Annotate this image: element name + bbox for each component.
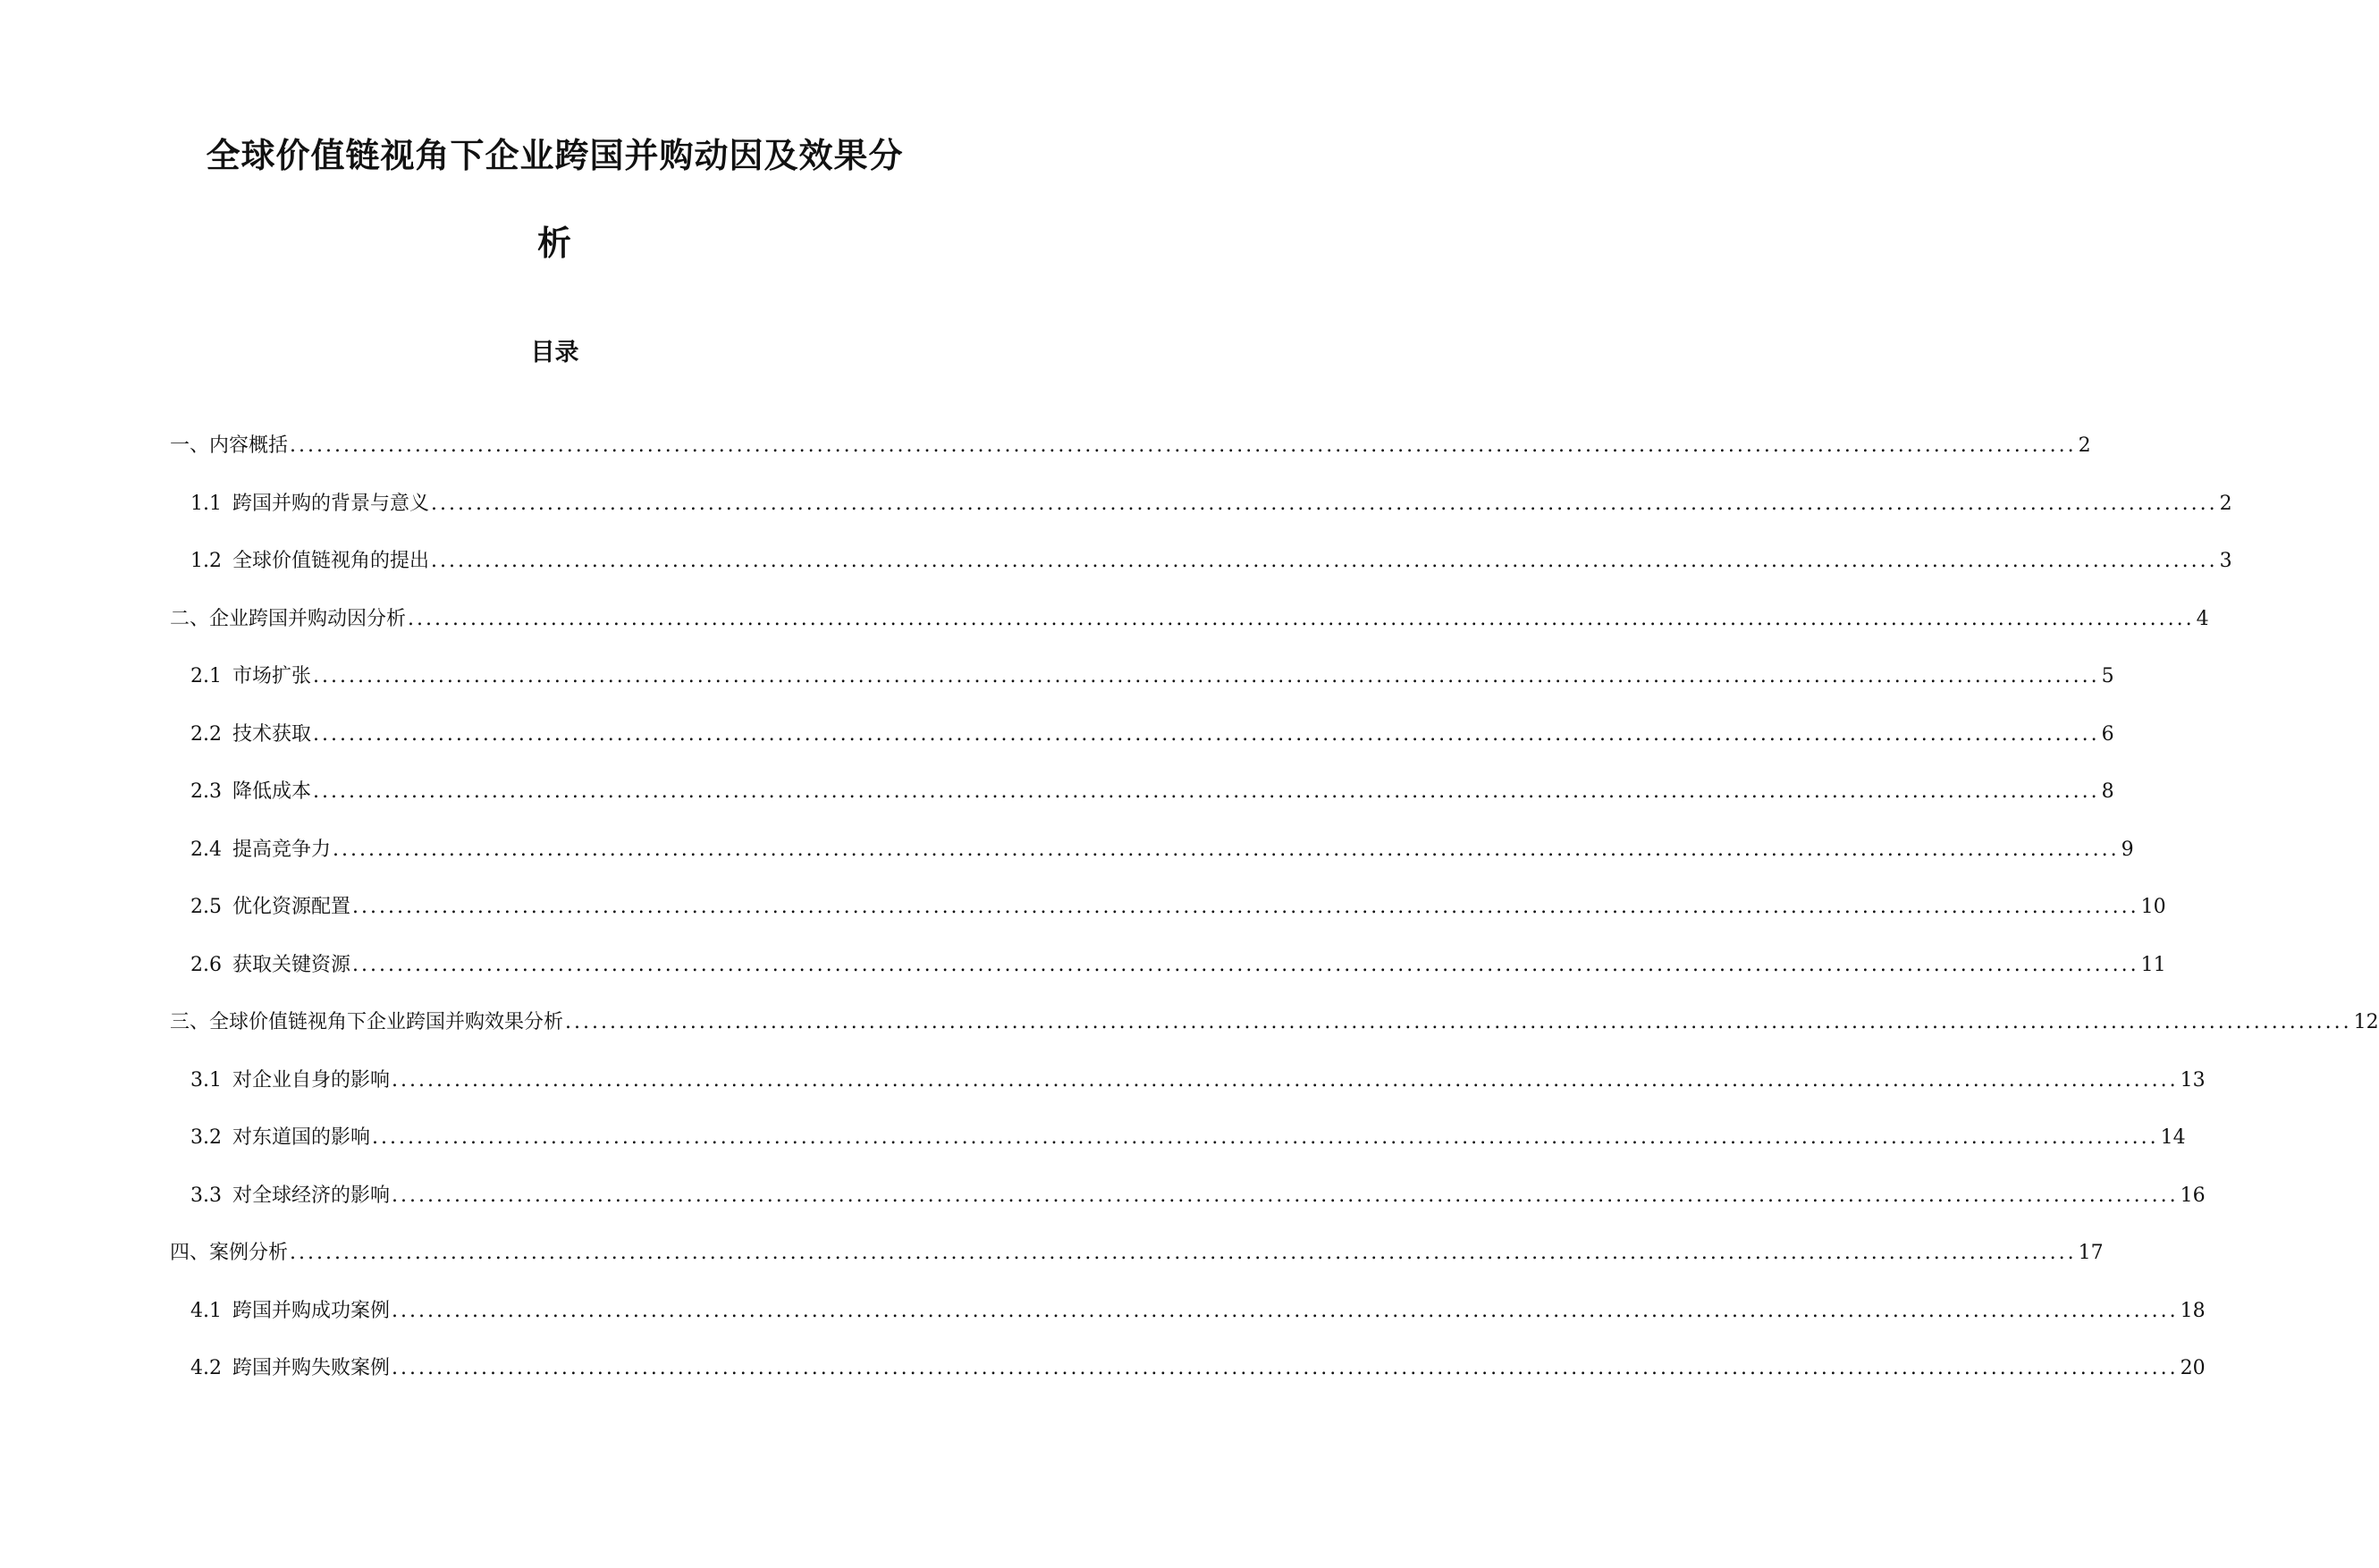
toc-entry-number: 2.6 — [190, 953, 222, 976]
toc-entry-title: 对全球经济的影响 — [232, 1184, 391, 1207]
toc-dot-leader: ........................................................................................................................................................................................................ — [392, 1299, 2179, 1322]
toc-dot-leader: ........................................................................................................................................................................................................ — [392, 1068, 2179, 1092]
toc-entry[interactable] — [190, 779, 2114, 805]
toc-dot-leader: ........................................................................................................................................................................................................ — [333, 838, 2120, 861]
toc-entry-page-number: 8 — [2101, 780, 2114, 803]
toc-dot-leader: ........................................................................................................................................................................................................ — [352, 953, 2139, 976]
toc-entry-number: 4.2 — [190, 1357, 222, 1379]
toc-entry-page-number: 16 — [2180, 1184, 2206, 1207]
toc-dot-leader: ........................................................................................................................................................................................................ — [290, 434, 2077, 457]
toc-entry-title: 一、内容概括 — [170, 434, 289, 457]
toc-entry-number: 3.2 — [190, 1126, 222, 1149]
toc-entry-page-number: 17 — [2078, 1242, 2104, 1264]
document-title-line-1: 全球价值链视角下企业跨国并购动因及效果分 — [206, 136, 904, 175]
toc-dot-leader: ........................................................................................................................................................................................................ — [372, 1126, 2159, 1149]
toc-entry-number: 2.3 — [190, 780, 222, 803]
toc-dot-leader: ........................................................................................................................................................................................................ — [431, 492, 2218, 515]
toc-entry[interactable] — [190, 491, 2232, 518]
toc-entry-page-number: 18 — [2180, 1299, 2206, 1322]
toc-entry-page-number: 13 — [2180, 1068, 2206, 1092]
toc-entry[interactable] — [190, 894, 2166, 921]
toc-entry-number: 2.4 — [190, 838, 222, 861]
toc-entry-page-number: 10 — [2140, 896, 2166, 918]
toc-dot-leader: ........................................................................................................................................................................................................ — [313, 665, 2100, 687]
toc-entry[interactable] — [190, 1355, 2206, 1382]
toc-dot-leader: ........................................................................................................................................................................................................ — [565, 1011, 2352, 1033]
toc-entry-title: 技术获取 — [232, 722, 312, 746]
toc-entry-title: 跨国并购的背景与意义 — [232, 492, 430, 515]
toc-entry-page-number: 4 — [2196, 607, 2209, 630]
toc-dot-leader: ........................................................................................................................................................................................................ — [392, 1357, 2179, 1379]
toc-entry-page-number: 5 — [2101, 665, 2114, 687]
toc-entry[interactable] — [190, 837, 2134, 864]
toc-dot-leader: ........................................................................................................................................................................................................ — [290, 1242, 2077, 1264]
toc-entry[interactable] — [170, 433, 2091, 459]
toc-entry-number: 1.1 — [190, 492, 222, 515]
toc-dot-leader: ........................................................................................................................................................................................................ — [408, 607, 2195, 630]
toc-entry-title: 跨国并购失败案例 — [232, 1357, 391, 1379]
toc-entry-title: 降低成本 — [232, 780, 312, 803]
toc-entry-page-number: 9 — [2121, 838, 2134, 861]
toc-entry[interactable] — [190, 1298, 2206, 1325]
toc-entry-number: 3.3 — [190, 1184, 222, 1207]
toc-entry-page-number: 6 — [2101, 722, 2114, 746]
toc-entry[interactable] — [190, 548, 2232, 575]
toc-entry-title: 三、全球价值链视角下企业跨国并购效果分析 — [170, 1011, 564, 1033]
toc-entry-title: 四、案例分析 — [170, 1242, 289, 1264]
toc-entry-title: 二、企业跨国并购动因分析 — [170, 607, 407, 630]
toc-entry-page-number: 20 — [2180, 1357, 2206, 1379]
toc-dot-leader: ........................................................................................................................................................................................................ — [313, 780, 2100, 803]
toc-entry-title: 市场扩张 — [232, 665, 312, 687]
toc-entry-number: 1.2 — [190, 550, 222, 572]
toc-dot-leader: ........................................................................................................................................................................................................ — [313, 722, 2100, 746]
toc-entry-title: 获取关键资源 — [232, 953, 351, 976]
toc-heading: 目录 — [530, 339, 579, 367]
toc-dot-leader: ........................................................................................................................................................................................................ — [392, 1184, 2179, 1207]
toc-entry[interactable] — [190, 663, 2114, 690]
toc-entry-title: 提高竞争力 — [232, 838, 332, 861]
toc-dot-leader: ........................................................................................................................................................................................................ — [431, 550, 2218, 572]
toc-entry-title: 对企业自身的影响 — [232, 1068, 391, 1092]
toc-entry-title: 对东道国的影响 — [232, 1126, 371, 1149]
toc-entry[interactable] — [170, 1009, 2379, 1036]
toc-entry[interactable] — [170, 606, 2209, 633]
toc-entry-page-number: 3 — [2219, 550, 2232, 572]
toc-entry[interactable] — [190, 1183, 2206, 1210]
toc-entry-title: 跨国并购成功案例 — [232, 1299, 391, 1322]
toc-entry-number: 2.1 — [190, 665, 222, 687]
toc-entry[interactable] — [190, 1067, 2206, 1094]
document-title-line-2: 析 — [536, 223, 572, 263]
toc-entry[interactable] — [190, 721, 2114, 748]
toc-entry-title: 全球价值链视角的提出 — [232, 550, 430, 572]
toc-entry[interactable] — [190, 952, 2166, 979]
toc-entry-page-number: 2 — [2078, 434, 2091, 457]
toc-entry-title: 优化资源配置 — [232, 896, 351, 918]
toc-dot-leader: ........................................................................................................................................................................................................ — [352, 896, 2139, 918]
toc-entry-page-number: 2 — [2219, 492, 2232, 515]
toc-entry-number: 2.2 — [190, 722, 222, 746]
toc-entry-page-number: 11 — [2140, 953, 2166, 976]
toc-entry-page-number: 14 — [2160, 1126, 2186, 1149]
toc-entry[interactable] — [190, 1125, 2186, 1151]
toc-entry-number: 4.1 — [190, 1299, 222, 1322]
toc-entry[interactable] — [170, 1240, 2104, 1267]
toc-entry-page-number: 12 — [2353, 1011, 2379, 1033]
toc-entry-number: 2.5 — [190, 896, 222, 918]
toc-entry-number: 3.1 — [190, 1068, 222, 1092]
